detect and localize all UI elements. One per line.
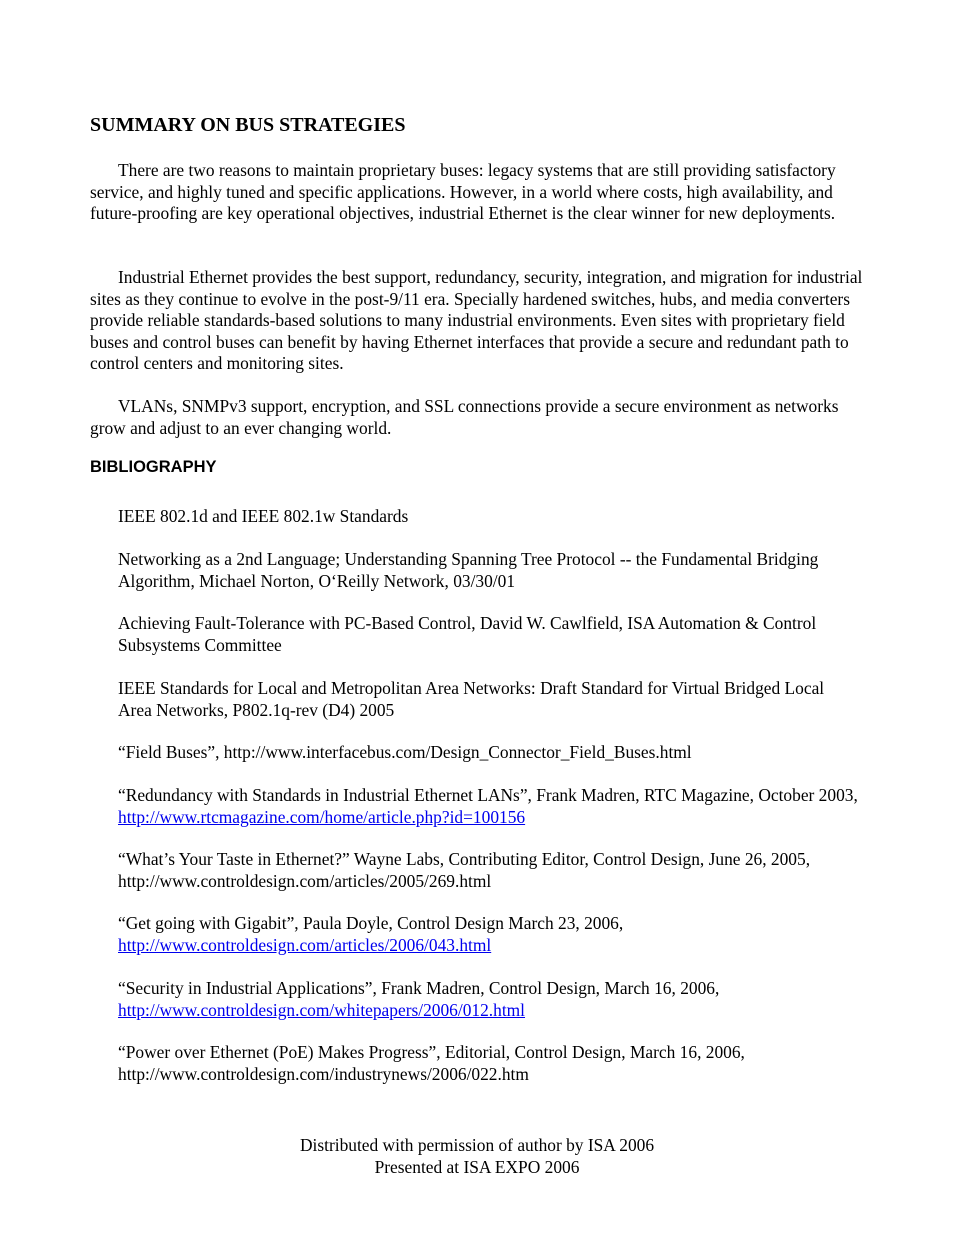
summary-paragraph-2: Industrial Ethernet provides the best support, redundancy, security, integration, and migration for industrial sites as they continue to evolve in the post-9/11 era. Specially hardened switches, hubs, and media converters provide reliable standards-based solutions to many industrial environments. Even sites with proprietary field buses and control buses can benefit by having Ethernet interfaces that provide a secure and redundant path to control centers and monitoring sites.: [90, 267, 863, 373]
bibliography-entry: [118, 678, 858, 721]
bibliography-entry: [118, 785, 858, 828]
summary-paragraph-1: There are two reasons to maintain proprietary buses: legacy systems that are still providing satisfactory service, and highly tuned and specific applications. However, in a world where costs, high availability, and future-proofing are key operational objectives, industrial Ethernet is the clear winner for new deployments.: [90, 160, 836, 223]
section-heading-summary: SUMMARY ON BUS STRATEGIES: [90, 114, 406, 136]
bibliography-entry-text: “Power over Ethernet (PoE) Makes Progress”, Editorial, Control Design, March 16, 2006, http://www.controldesign.com/industrynews/2006/022.htm: [118, 1042, 745, 1084]
bibliography-entry: [118, 913, 858, 956]
bibliography-entry: [118, 742, 858, 764]
bibliography-entry: [118, 849, 858, 892]
bibliography-entry-text: “Security in Industrial Applications”, Frank Madren, Control Design, March 16, 2006,: [118, 978, 720, 998]
footer-distribution-line: Distributed with permission of author by ISA 2006: [299, 1135, 655, 1155]
footer-presented-line: Presented at ISA EXPO 2006: [374, 1157, 580, 1177]
bibliography-entry: [118, 978, 858, 1021]
bibliography-link-controldesign-security[interactable]: http://www.controldesign.com/whitepapers/2006/012.html: [118, 999, 526, 1020]
bibliography-entry: [118, 1042, 858, 1085]
bibliography-entry: [118, 506, 858, 528]
bibliography-entry-text: “Redundancy with Standards in Industrial Ethernet LANs”, Frank Madren, RTC Magazine, October 2003,: [118, 785, 858, 805]
bibliography-entry: [118, 549, 858, 592]
bibliography-entry-text: IEEE 802.1d and IEEE 802.1w Standards: [118, 506, 409, 526]
section-heading-bibliography: BIBLIOGRAPHY: [90, 458, 217, 476]
bibliography-link-rtcmagazine[interactable]: http://www.rtcmagazine.com/home/article.php?id=100156: [118, 806, 526, 827]
bibliography-link-controldesign-gigabit[interactable]: http://www.controldesign.com/articles/2006/043.html: [118, 934, 492, 955]
page-footer: [0, 1134, 954, 1178]
bibliography-entry-text: IEEE Standards for Local and Metropolitan Area Networks: Draft Standard for Virtual Bridged Local Area Networks, P802.1q-rev (D4) 2005: [118, 678, 825, 720]
bibliography-entry-text: Achieving Fault-Tolerance with PC-Based Control, David W. Cawlfield, ISA Automation & Control Subsystems Committee: [118, 613, 817, 655]
bibliography-entry: [118, 613, 858, 656]
bibliography-entry-text: “Field Buses”, http://www.interfacebus.com/Design_Connector_Field_Buses.html: [118, 742, 692, 762]
bibliography-entry-text: “What’s Your Taste in Ethernet?” Wayne Labs, Contributing Editor, Control Design, June 26, 2005, http://www.controldesign.com/articles/2005/269.html: [118, 849, 811, 891]
summary-paragraph-3: VLANs, SNMPv3 support, encryption, and SSL connections provide a secure environment as networks grow and adjust to an ever changing world.: [90, 396, 839, 438]
bibliography-entry-text: “Get going with Gigabit”, Paula Doyle, Control Design March 23, 2006,: [118, 913, 624, 933]
bibliography-entry-text: Networking as a 2nd Language; Understanding Spanning Tree Protocol -- the Fundamental Bridging Algorithm, Michael Norton, O‘Reilly Network, 03/30/01: [118, 549, 819, 591]
